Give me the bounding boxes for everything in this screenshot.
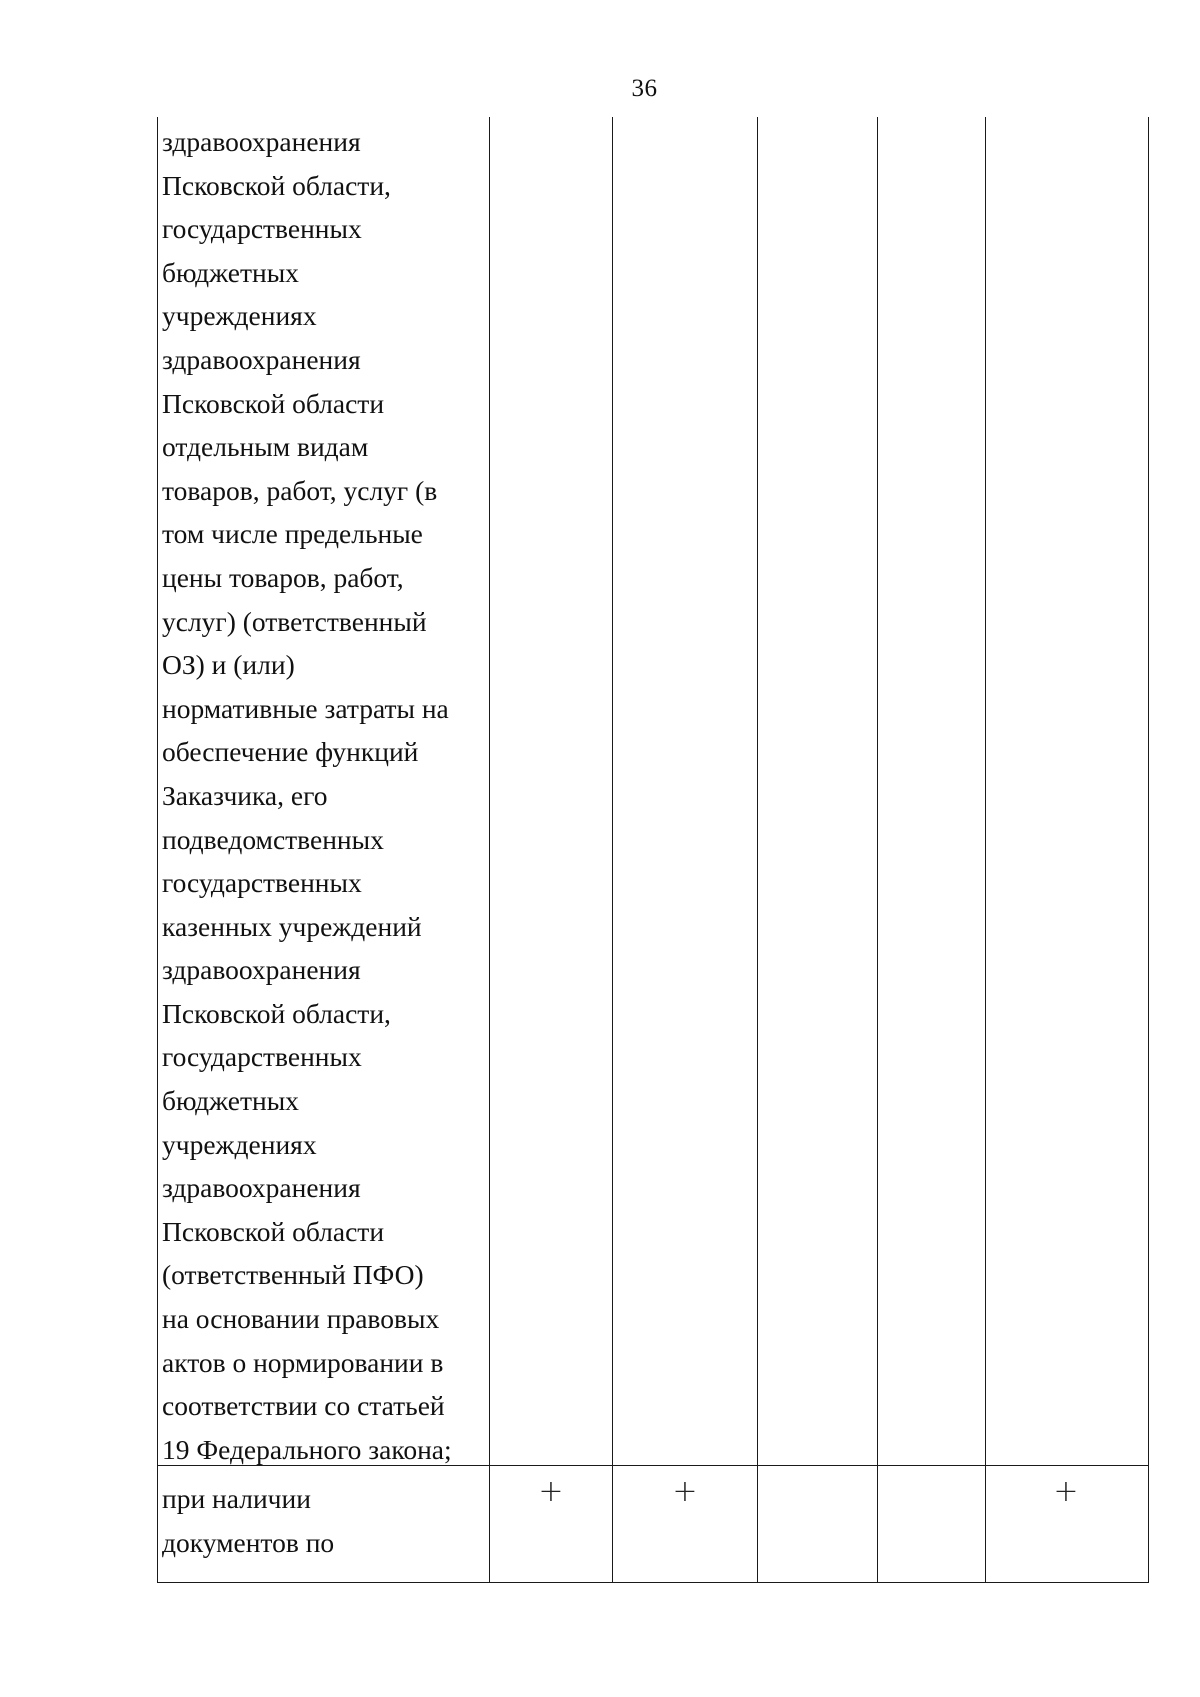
text-line: обеспечение функций [162,736,419,768]
text-line: государственных [162,867,362,899]
text-line: Заказчика, его [162,779,328,811]
text-line: бюджетных [162,1085,299,1117]
text-line: цены товаров, работ, [162,561,404,593]
table-row-1-description [162,120,452,1471]
text-line: Псковской области, [162,997,391,1029]
text-line: Псковской области, [162,169,391,201]
text-line: государственных [162,1041,362,1073]
table-row-2-description [162,1477,334,1564]
table-border-left [157,117,158,1583]
text-line: услуг) (ответственный [162,605,427,637]
text-line: здравоохранения [162,126,361,157]
text-line: учреждениях [162,300,317,332]
text-line: нормативные затраты на [162,692,449,724]
text-line: соответствии со статьей [162,1390,445,1422]
text-line: учреждениях [162,1128,317,1160]
text-line: государственных [162,213,362,245]
page-number: 36 [631,75,658,102]
text-line: здравоохранения [162,343,361,375]
text-line: 19 Федерального закона; [162,1433,452,1465]
text-line: бюджетных [162,256,299,288]
text-line: здравоохранения [162,1172,361,1204]
table-border-bottom [157,1582,1149,1583]
text-line: на основании правовых [162,1303,440,1335]
text-line: отдельным видам [162,431,369,463]
text-line: документов по [162,1526,335,1558]
text-line: здравоохранения [162,954,361,986]
text-line: Псковской области [162,1215,385,1247]
column-divider-3 [757,117,758,1583]
text-line: (ответственный ПФО) [162,1259,424,1291]
text-line: ОЗ) и (или) [162,649,295,681]
text-line: казенных учреждений [162,910,422,942]
text-line: Псковской области [162,387,385,419]
row-2-mark-col-1: + [538,1474,564,1509]
text-line: том числе предельные [162,518,423,550]
text-line: при наличии [162,1483,311,1514]
column-divider-1 [489,117,490,1583]
text-line: актов о нормировании в [162,1346,444,1378]
column-divider-2 [612,117,613,1583]
table-border-right [1148,117,1149,1583]
row-2-mark-col-5: + [1053,1474,1079,1509]
column-divider-4 [877,117,878,1583]
text-line: товаров, работ, услуг (в [162,474,438,506]
column-divider-5 [985,117,986,1583]
text-line: подведомственных [162,823,384,855]
row-2-mark-col-2: + [672,1474,698,1509]
